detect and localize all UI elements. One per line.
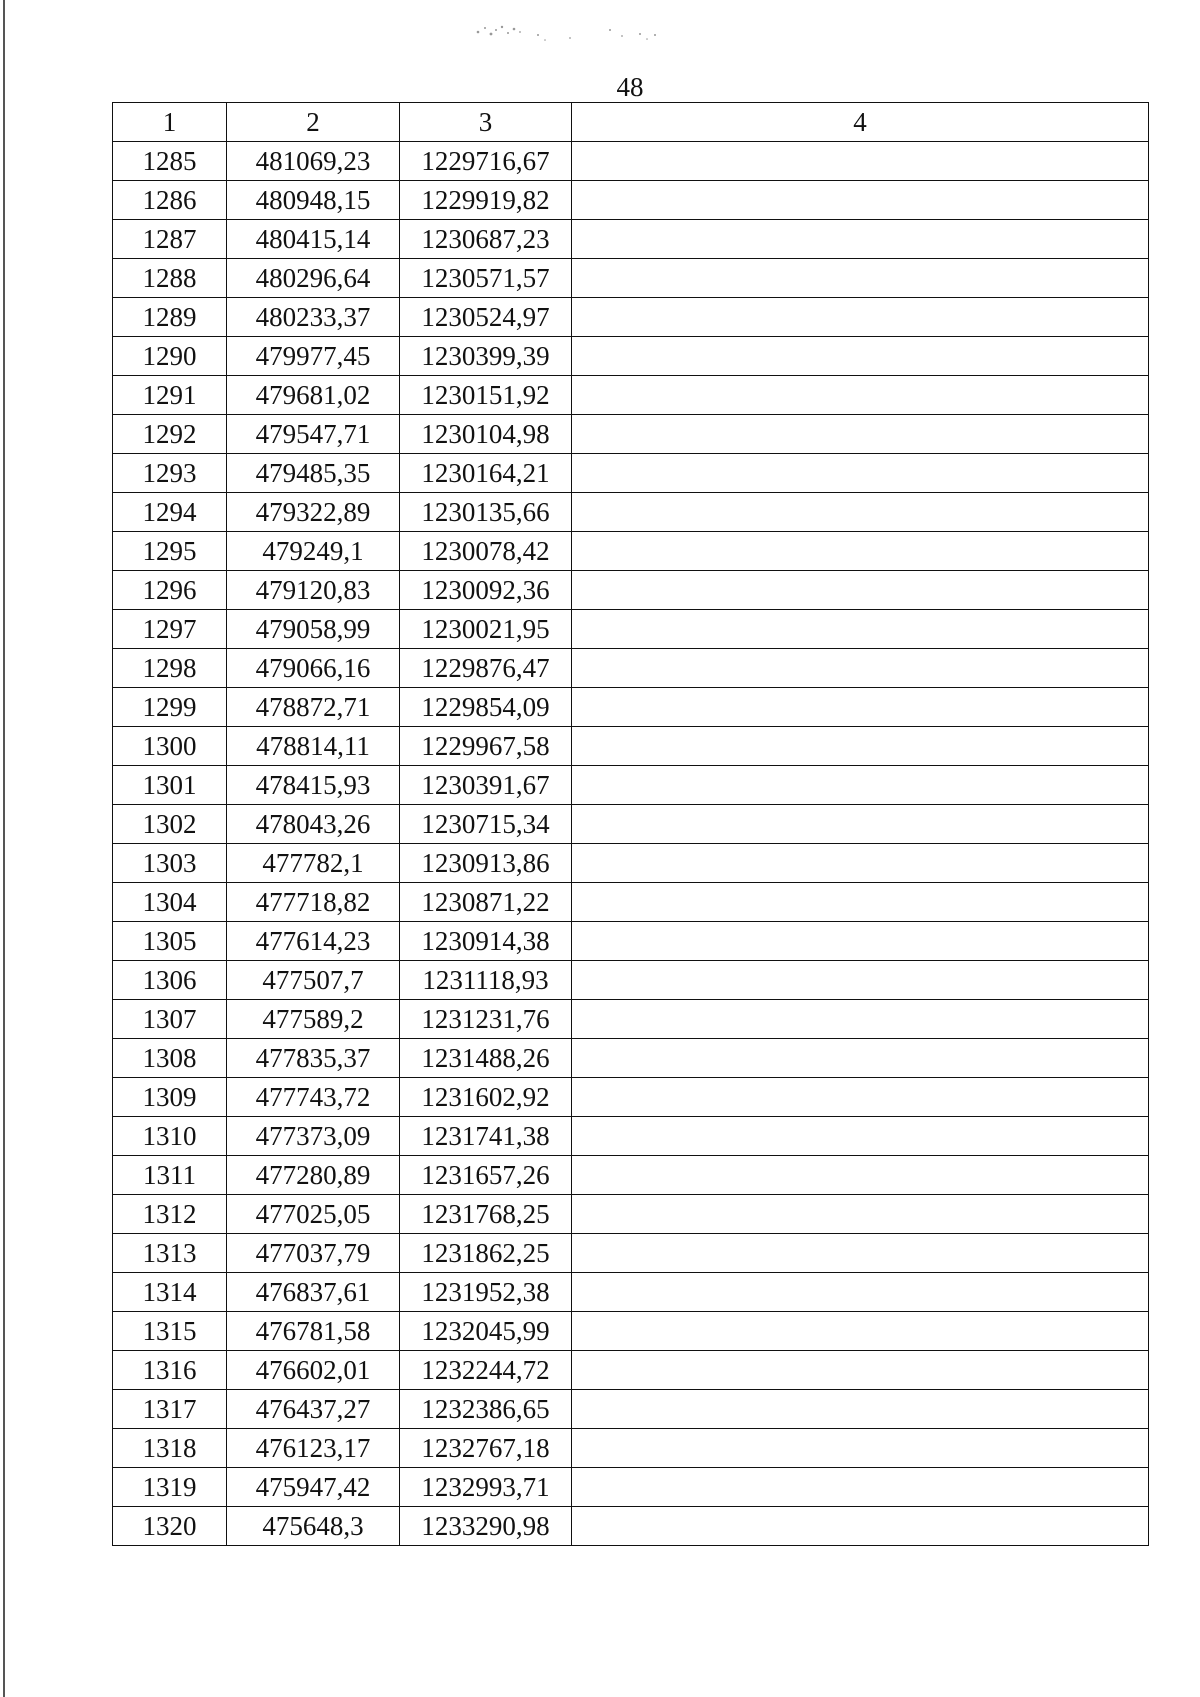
table-cell-column-3: 1230391,67 (400, 766, 572, 805)
table-row (113, 805, 1149, 844)
table-cell-column-1: 1315 (113, 1312, 227, 1351)
table-cell-column-4 (572, 649, 1149, 688)
table-cell-column-1: 1301 (113, 766, 227, 805)
table-cell-column-3: 1229919,82 (400, 181, 572, 220)
table-cell-column-3: 1231602,92 (400, 1078, 572, 1117)
table-cell-column-1: 1295 (113, 532, 227, 571)
table-row (113, 688, 1149, 727)
table-row (113, 1195, 1149, 1234)
table-cell-column-4 (572, 610, 1149, 649)
table-cell-column-1: 1291 (113, 376, 227, 415)
table-cell-column-2: 479066,16 (227, 649, 400, 688)
table-cell-column-1: 1309 (113, 1078, 227, 1117)
table-cell-column-4 (572, 181, 1149, 220)
table-cell-column-3: 1230871,22 (400, 883, 572, 922)
table-cell-column-2: 479547,71 (227, 415, 400, 454)
table-cell-column-2: 476437,27 (227, 1390, 400, 1429)
table-cell-column-3: 1231952,38 (400, 1273, 572, 1312)
table-cell-column-3: 1232386,65 (400, 1390, 572, 1429)
table-cell-column-3: 1230399,39 (400, 337, 572, 376)
table-row (113, 259, 1149, 298)
table-cell-column-3: 1231741,38 (400, 1117, 572, 1156)
table-cell-column-2: 478872,71 (227, 688, 400, 727)
table-cell-column-2: 475648,3 (227, 1507, 400, 1546)
table-cell-column-2: 477280,89 (227, 1156, 400, 1195)
scan-noise-specks (450, 10, 750, 50)
table-row (113, 1507, 1149, 1546)
table-row (113, 727, 1149, 766)
table-row (113, 571, 1149, 610)
table-cell-column-4 (572, 1273, 1149, 1312)
table-cell-column-1: 1306 (113, 961, 227, 1000)
table-cell-column-4 (572, 688, 1149, 727)
table-cell-column-2: 477373,09 (227, 1117, 400, 1156)
table-row (113, 454, 1149, 493)
table-cell-column-2: 477037,79 (227, 1234, 400, 1273)
table-cell-column-1: 1294 (113, 493, 227, 532)
table-cell-column-3: 1230151,92 (400, 376, 572, 415)
table-cell-column-3: 1230104,98 (400, 415, 572, 454)
table-cell-column-4 (572, 1000, 1149, 1039)
table-cell-column-4 (572, 961, 1149, 1000)
table-cell-column-4 (572, 1312, 1149, 1351)
table-cell-column-3: 1230078,42 (400, 532, 572, 571)
table-cell-column-3: 1231657,26 (400, 1156, 572, 1195)
table-cell-column-3: 1231231,76 (400, 1000, 572, 1039)
table-row (113, 1117, 1149, 1156)
table-cell-column-3: 1230687,23 (400, 220, 572, 259)
table-cell-column-3: 1231862,25 (400, 1234, 572, 1273)
table-cell-column-1: 1303 (113, 844, 227, 883)
table-row (113, 1390, 1149, 1429)
table-cell-column-3: 1230914,38 (400, 922, 572, 961)
table-cell-column-1: 1311 (113, 1156, 227, 1195)
table-cell-column-2: 478415,93 (227, 766, 400, 805)
table-cell-column-3: 1231768,25 (400, 1195, 572, 1234)
table-cell-column-3: 1230135,66 (400, 493, 572, 532)
table-cell-column-3: 1232045,99 (400, 1312, 572, 1351)
table-row (113, 1273, 1149, 1312)
table-cell-column-1: 1288 (113, 259, 227, 298)
table-row (113, 1234, 1149, 1273)
table-cell-column-3: 1230571,57 (400, 259, 572, 298)
table-cell-column-4 (572, 844, 1149, 883)
table-cell-column-1: 1304 (113, 883, 227, 922)
table-cell-column-4 (572, 1117, 1149, 1156)
table-cell-column-1: 1287 (113, 220, 227, 259)
table-cell-column-2: 478043,26 (227, 805, 400, 844)
table-cell-column-4 (572, 1468, 1149, 1507)
table-row (113, 961, 1149, 1000)
table-cell-column-3: 1229876,47 (400, 649, 572, 688)
table-row (113, 415, 1149, 454)
table-cell-column-4 (572, 1156, 1149, 1195)
table-row (113, 1312, 1149, 1351)
table-cell-column-2: 476123,17 (227, 1429, 400, 1468)
table-cell-column-4 (572, 259, 1149, 298)
table-cell-column-1: 1293 (113, 454, 227, 493)
table-cell-column-1: 1285 (113, 142, 227, 181)
table-cell-column-2: 479322,89 (227, 493, 400, 532)
table-cell-column-4 (572, 1039, 1149, 1078)
table-row (113, 649, 1149, 688)
table-cell-column-2: 479249,1 (227, 532, 400, 571)
table-body (113, 103, 1149, 1546)
table-cell-column-4 (572, 142, 1149, 181)
table-cell-column-1: 1319 (113, 1468, 227, 1507)
table-cell-column-3: 1230164,21 (400, 454, 572, 493)
table-row (113, 1039, 1149, 1078)
table-cell-column-3: 1232993,71 (400, 1468, 572, 1507)
table-cell-column-2: 477718,82 (227, 883, 400, 922)
table-cell-column-4 (572, 1195, 1149, 1234)
table-row (113, 1429, 1149, 1468)
table-header-row (113, 103, 1149, 142)
table-cell-column-2: 477782,1 (227, 844, 400, 883)
table-cell-column-1: 1299 (113, 688, 227, 727)
table-row (113, 376, 1149, 415)
table-cell-column-1: 1320 (113, 1507, 227, 1546)
table-row (113, 181, 1149, 220)
table-cell-column-4 (572, 1507, 1149, 1546)
table-row (113, 493, 1149, 532)
table-cell-column-2: 479485,35 (227, 454, 400, 493)
table-cell-column-3: 1229854,09 (400, 688, 572, 727)
coordinates-table (112, 102, 1149, 1546)
table-row (113, 1468, 1149, 1507)
table-cell-column-1: 1313 (113, 1234, 227, 1273)
table-row (113, 766, 1149, 805)
table-cell-column-1: 1302 (113, 805, 227, 844)
table-cell-column-2: 477743,72 (227, 1078, 400, 1117)
table-row (113, 1156, 1149, 1195)
table-row (113, 298, 1149, 337)
table-cell-column-1: 1310 (113, 1117, 227, 1156)
table-row (113, 532, 1149, 571)
table-cell-column-4 (572, 493, 1149, 532)
table-cell-column-2: 480948,15 (227, 181, 400, 220)
table-row (113, 142, 1149, 181)
table-cell-column-4 (572, 454, 1149, 493)
table-cell-column-4 (572, 532, 1149, 571)
table-cell-column-2: 479681,02 (227, 376, 400, 415)
table-cell-column-3: 1231488,26 (400, 1039, 572, 1078)
table-cell-column-3: 1230524,97 (400, 298, 572, 337)
table-cell-column-1: 1286 (113, 181, 227, 220)
table-cell-column-1: 1308 (113, 1039, 227, 1078)
table-cell-column-4 (572, 883, 1149, 922)
table-cell-column-3: 1231118,93 (400, 961, 572, 1000)
table-cell-column-2: 478814,11 (227, 727, 400, 766)
table-cell-column-4 (572, 1429, 1149, 1468)
table-cell-column-4 (572, 727, 1149, 766)
table-cell-column-3: 1230913,86 (400, 844, 572, 883)
table-row (113, 1351, 1149, 1390)
table-cell-column-2: 477025,05 (227, 1195, 400, 1234)
table-cell-column-4 (572, 220, 1149, 259)
table-cell-column-3: 1233290,98 (400, 1507, 572, 1546)
table-cell-column-1: 1317 (113, 1390, 227, 1429)
table-cell-column-4 (572, 1351, 1149, 1390)
table-cell-column-1: 1307 (113, 1000, 227, 1039)
table-cell-column-4 (572, 766, 1149, 805)
table-cell-column-3: 1230715,34 (400, 805, 572, 844)
table-cell-column-3: 1232767,18 (400, 1429, 572, 1468)
table-cell-column-4 (572, 298, 1149, 337)
table-row (113, 610, 1149, 649)
table-cell-column-1: 1305 (113, 922, 227, 961)
table-cell-column-4 (572, 1078, 1149, 1117)
table-cell-column-4 (572, 1234, 1149, 1273)
table-cell-column-2: 481069,23 (227, 142, 400, 181)
table-cell-column-2: 477589,2 (227, 1000, 400, 1039)
table-cell-column-4 (572, 805, 1149, 844)
table-row (113, 220, 1149, 259)
table-cell-column-3: 1230092,36 (400, 571, 572, 610)
table-cell-column-2: 477507,7 (227, 961, 400, 1000)
table-cell-column-1: 1318 (113, 1429, 227, 1468)
table-cell-column-4 (572, 571, 1149, 610)
table-cell-column-2: 480233,37 (227, 298, 400, 337)
table-cell-column-2: 475947,42 (227, 1468, 400, 1507)
table-cell-column-1: 1300 (113, 727, 227, 766)
table-cell-column-1: 1312 (113, 1195, 227, 1234)
page-number: 48 (616, 72, 644, 102)
header-cell-column-1: 1 (113, 103, 227, 142)
table-cell-column-3: 1229967,58 (400, 727, 572, 766)
table-cell-column-4 (572, 922, 1149, 961)
table-cell-column-4 (572, 376, 1149, 415)
table-cell-column-1: 1298 (113, 649, 227, 688)
table-cell-column-4 (572, 337, 1149, 376)
table-cell-column-3: 1230021,95 (400, 610, 572, 649)
table-row (113, 922, 1149, 961)
table-cell-column-1: 1297 (113, 610, 227, 649)
table-row (113, 337, 1149, 376)
table-cell-column-2: 477835,37 (227, 1039, 400, 1078)
table-cell-column-1: 1316 (113, 1351, 227, 1390)
table-cell-column-2: 476837,61 (227, 1273, 400, 1312)
header-cell-column-3: 3 (400, 103, 572, 142)
table-row (113, 1078, 1149, 1117)
table-cell-column-1: 1292 (113, 415, 227, 454)
table-cell-column-3: 1232244,72 (400, 1351, 572, 1390)
table-cell-column-4 (572, 415, 1149, 454)
header-cell-column-2: 2 (227, 103, 400, 142)
table-cell-column-1: 1296 (113, 571, 227, 610)
table-cell-column-1: 1290 (113, 337, 227, 376)
header-cell-column-4: 4 (572, 103, 1149, 142)
table-row (113, 883, 1149, 922)
table-cell-column-2: 480415,14 (227, 220, 400, 259)
table-cell-column-2: 479977,45 (227, 337, 400, 376)
table-cell-column-1: 1289 (113, 298, 227, 337)
table-row (113, 844, 1149, 883)
table-cell-column-2: 480296,64 (227, 259, 400, 298)
table-cell-column-2: 479058,99 (227, 610, 400, 649)
table-cell-column-2: 476602,01 (227, 1351, 400, 1390)
page-left-edge-rule (3, 0, 5, 1697)
table-cell-column-4 (572, 1390, 1149, 1429)
table-cell-column-1: 1314 (113, 1273, 227, 1312)
table-row (113, 1000, 1149, 1039)
table-cell-column-2: 479120,83 (227, 571, 400, 610)
table-cell-column-3: 1229716,67 (400, 142, 572, 181)
table-cell-column-2: 477614,23 (227, 922, 400, 961)
table-cell-column-2: 476781,58 (227, 1312, 400, 1351)
